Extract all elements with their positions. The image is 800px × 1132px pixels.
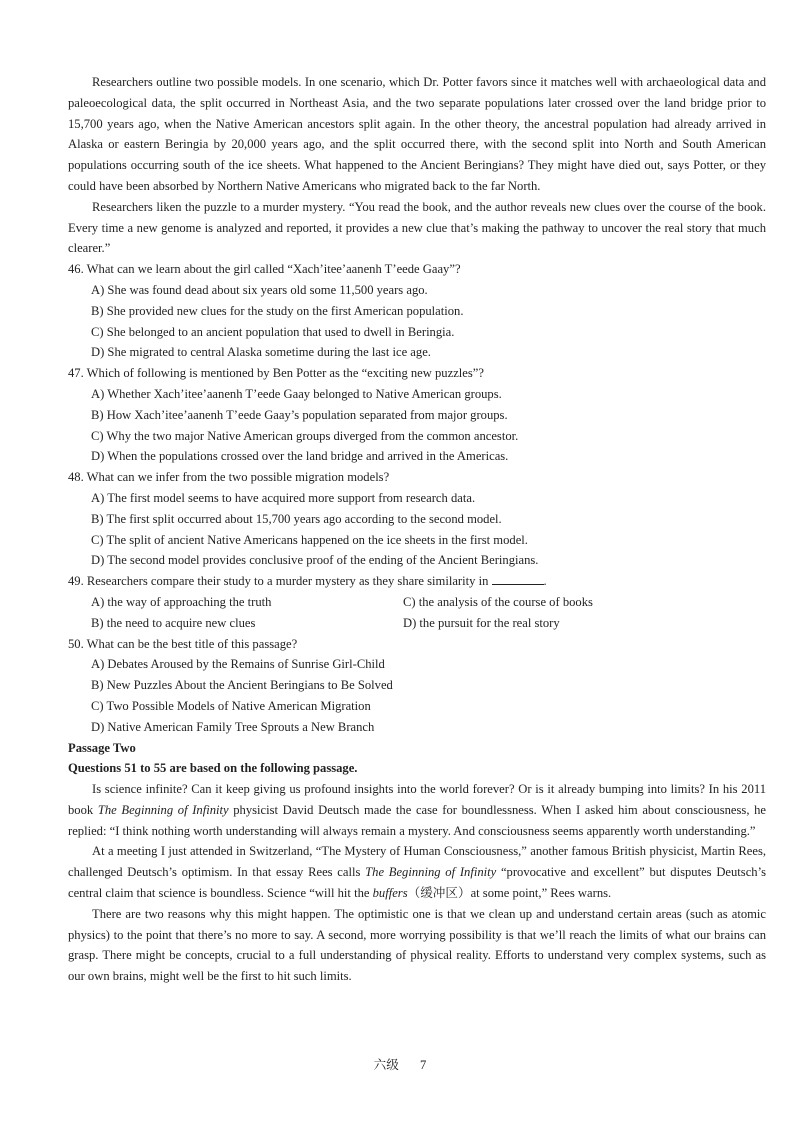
option-b: B) How Xach’itee’aanenh T’eede Gaay’s population separated from major groups. <box>91 407 508 422</box>
text-run: physicist David Deutsch made the case for boundlessness. When I asked him about consciousness, he replied: “I think nothing worth understanding will always remain a mystery. And consciousness seems apparently worth understanding.” <box>68 802 766 838</box>
exam-level: 六级 <box>373 1058 399 1072</box>
option-c: C) She belonged to an ancient population that used to dwell in Beringia. <box>91 324 455 339</box>
question-50 <box>68 634 766 738</box>
option-c: C) Why the two major Native American groups diverged from the common ancestor. <box>91 428 519 443</box>
paragraph: There are two reasons why this might happen. The optimistic one is that we clean up and understand certain areas (such as atomic physics) to the point that there’s no more to say. A second, more worrying possibility is that we’ll reach the limits of what our brains can grasp. There might be concepts, crucial to a full understanding of physical reality. Efforts to understand very complex systems, such as our own brains, might well be the first to hit such limits. <box>68 906 766 984</box>
option-a: A) The first model seems to have acquired more support from research data. <box>91 490 476 505</box>
question-48 <box>68 467 766 571</box>
paragraph: Researchers outline two possible models. In one scenario, which Dr. Potter favors since it matches well with archaeological data and paleoecological data, the split occurred in Northeast Asia, and the two separate populations later crossed over the land bridge prior to 15,700 years ago, when the Native American ancestors split again. In the other theory, the ancestral population had already arrived in Alaska or eastern Beringia by 20,000 years ago, and the split occurred there, with the second split into North and South American populations occurring south of the ice sheets. What happened to the Ancient Beringians? They might have died out, says Potter, or they could have been absorbed by Northern Native Americans who migrated back to the far North. <box>68 75 766 193</box>
text-run: At a meeting I just attended in Switzerland, “The Mystery of Human Consciousness,” another famous British physicist, Martin Rees, challenged Deutsch’s optimism. In that essay Rees calls <box>68 844 766 880</box>
book-title: The Beginning of Infinity <box>97 802 229 817</box>
text-run: Is science infinite? Can it keep giving us profound insights into the world forever? Or is it already bumping into limits? In his 2011 book <box>68 782 766 817</box>
option-b: B) The first split occurred about 15,700 years ago according to the second model. <box>91 511 502 526</box>
question-49 <box>68 571 766 633</box>
question-stem: 47. Which of following is mentioned by Ben Potter as the “exciting new puzzles”? <box>68 366 484 381</box>
option-d: D) The second model provides conclusive proof of the ending of the Ancient Beringians. <box>91 553 539 568</box>
option-c: C) Two Possible Models of Native American Migration <box>91 698 371 713</box>
options-row <box>68 592 766 613</box>
question-stem: 48. What can we infer from the two possible migration models? <box>68 470 390 485</box>
option-d: D) When the populations crossed over the land bridge and arrived in the Americas. <box>91 449 509 464</box>
question-46 <box>68 259 766 363</box>
paragraph <box>68 841 766 903</box>
option-b: B) She provided new clues for the study on the first American population. <box>91 303 464 318</box>
exam-page <box>68 72 766 987</box>
stem-text: 49. Researchers compare their study to a murder mystery as they share similarity in <box>68 574 489 589</box>
option-b: B) the need to acquire new clues <box>91 615 256 630</box>
option-d: D) She migrated to central Alaska sometime during the last ice age. <box>91 345 431 360</box>
option-a: A) She was found dead about six years old some 11,500 years ago. <box>91 282 428 297</box>
page-number: 7 <box>420 1058 427 1072</box>
answer-blank <box>492 572 544 585</box>
question-stem: 50. What can be the best title of this passage? <box>68 636 298 651</box>
book-title: The Beginning of Infinity <box>365 865 497 880</box>
option-d: D) the pursuit for the real story <box>403 615 560 630</box>
text-run: （缓冲区）at some point,” Rees warns. <box>407 886 612 901</box>
option-a: A) Debates Aroused by the Remains of Sunrise Girl-Child <box>91 657 385 672</box>
page-footer <box>0 1054 800 1073</box>
question-stem: 46. What can we learn about the girl called “Xach’itee’aanenh T’eede Gaay”? <box>68 262 461 277</box>
stem-end: . <box>543 574 547 589</box>
paragraph <box>68 779 766 841</box>
option-a: A) Whether Xach’itee’aanenh T’eede Gaay belonged to Native American groups. <box>91 386 502 401</box>
paragraph: Researchers liken the puzzle to a murder mystery. “You read the book, and the author reveals new clues over the course of the book. Every time a new genome is analyzed and reported, it provides a new clue that’s making the pathway to uncover the real story that much clearer.” <box>68 199 766 256</box>
option-d: D) Native American Family Tree Sprouts a New Branch <box>91 719 375 734</box>
option-b: B) New Puzzles About the Ancient Beringians to Be Solved <box>91 678 393 693</box>
question-47 <box>68 363 766 467</box>
option-c: C) The split of ancient Native Americans happened on the ice sheets in the first model. <box>91 532 528 547</box>
italic-term: buffers <box>372 886 408 901</box>
text-run: “provocative and excellent” but disputes Deutsch’s central claim that science is boundless. Science “will hit the <box>68 865 766 901</box>
passage-heading: Passage Two <box>68 740 136 755</box>
option-c: C) the analysis of the course of books <box>403 594 593 609</box>
passage-instructions: Questions 51 to 55 are based on the following passage. <box>68 761 358 776</box>
question-stem <box>68 571 766 592</box>
option-a: A) the way of approaching the truth <box>91 594 272 609</box>
options-row <box>68 613 766 634</box>
